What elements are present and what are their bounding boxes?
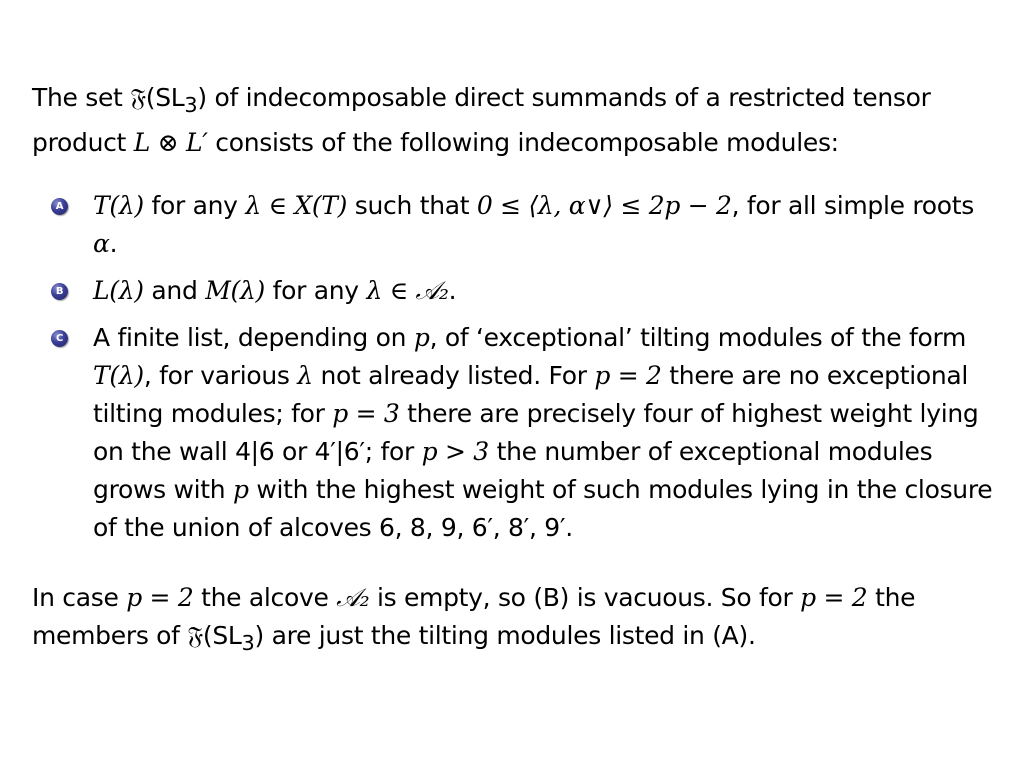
math-expression: 0 ≤ ⟨λ, α∨⟩ ≤ 2p − 2 xyxy=(476,191,732,220)
group-subscript-closing: 3 xyxy=(241,631,255,655)
math-expression: M(λ) xyxy=(205,276,265,305)
group-open: (SL xyxy=(145,83,185,112)
bullet-ball-icon: B xyxy=(51,283,68,300)
alcove-symbol: 𝒜₂ xyxy=(336,583,370,612)
frak-f-symbol-closing: 𝔉 xyxy=(187,621,203,650)
item-text: , of ‘exceptional’ tilting modules of the form xyxy=(429,323,967,352)
closing-text-3: is empty, so (B) is vacuous. So for xyxy=(369,583,801,612)
item-text: such that xyxy=(347,191,477,220)
intro-text-2: of indecomposable direct summands of a restricted tensor product xyxy=(32,83,931,157)
intro-paragraph xyxy=(32,79,1002,162)
item-text: and xyxy=(143,276,206,305)
list-item xyxy=(48,272,998,310)
tensor-expression: L ⊗ L′ xyxy=(133,128,208,157)
closing-text-5: are just the tilting modules listed in (A). xyxy=(263,621,756,650)
bullet-ball-icon: C xyxy=(51,330,68,347)
item-text: for any xyxy=(264,276,367,305)
math-expression: λ ∈ 𝒜₂ xyxy=(366,276,449,305)
closing-text-2: the alcove xyxy=(193,583,337,612)
math-expression: p xyxy=(233,475,249,504)
item-text: there are precisely four of highest weight lying on the wall 4|6 or 4′|6′; for xyxy=(93,399,979,466)
p-equals-2: p = 2 xyxy=(126,583,194,612)
closing-text-4: the members of xyxy=(32,583,916,650)
item-text: A finite list, depending on xyxy=(93,323,414,352)
math-expression: T(λ) xyxy=(93,191,144,220)
item-text: . xyxy=(109,229,118,258)
list-item xyxy=(48,187,998,263)
item-text: the number of exceptional modules grows with xyxy=(93,437,933,504)
p-equals-2-second: p = 2 xyxy=(800,583,868,612)
item-text: . xyxy=(448,276,457,305)
group-close-closing: ) xyxy=(254,621,264,650)
math-expression: p xyxy=(413,323,430,352)
item-text: there are no exceptional tilting modules; for xyxy=(93,361,969,428)
math-expression: L(λ) xyxy=(93,276,144,305)
bullet-ball-icon: A xyxy=(51,198,68,215)
item-text: not already listed. For xyxy=(312,361,595,390)
group-subscript: 3 xyxy=(184,93,198,117)
item-text: for any xyxy=(143,191,246,220)
math-expression: λ ∈ X(T) xyxy=(245,191,348,220)
math-expression: λ xyxy=(297,361,313,390)
item-text: with the highest weight of such modules lying in the closure of the union of alcoves 6, 8, 9, 6′, 8′, 9′. xyxy=(93,475,993,542)
frak-f-symbol: 𝔉 xyxy=(130,83,146,112)
math-expression: p > 3 xyxy=(421,437,489,466)
list-item xyxy=(48,319,998,547)
math-expression: T(λ) xyxy=(93,361,144,390)
item-text: , for various xyxy=(143,361,298,390)
group-open-closing: (SL xyxy=(202,621,242,650)
closing-paragraph xyxy=(32,579,1002,662)
group-close: ) xyxy=(197,83,207,112)
module-list xyxy=(48,187,998,556)
math-expression: p = 2 xyxy=(594,361,662,390)
math-expression: α xyxy=(93,229,110,258)
math-expression: p = 3 xyxy=(332,399,400,428)
intro-text-3: consists of the following indecomposable modules: xyxy=(207,128,839,157)
intro-text-1: The set xyxy=(32,83,131,112)
item-text: , for all simple roots xyxy=(731,191,974,220)
closing-text-1: In case xyxy=(32,583,127,612)
